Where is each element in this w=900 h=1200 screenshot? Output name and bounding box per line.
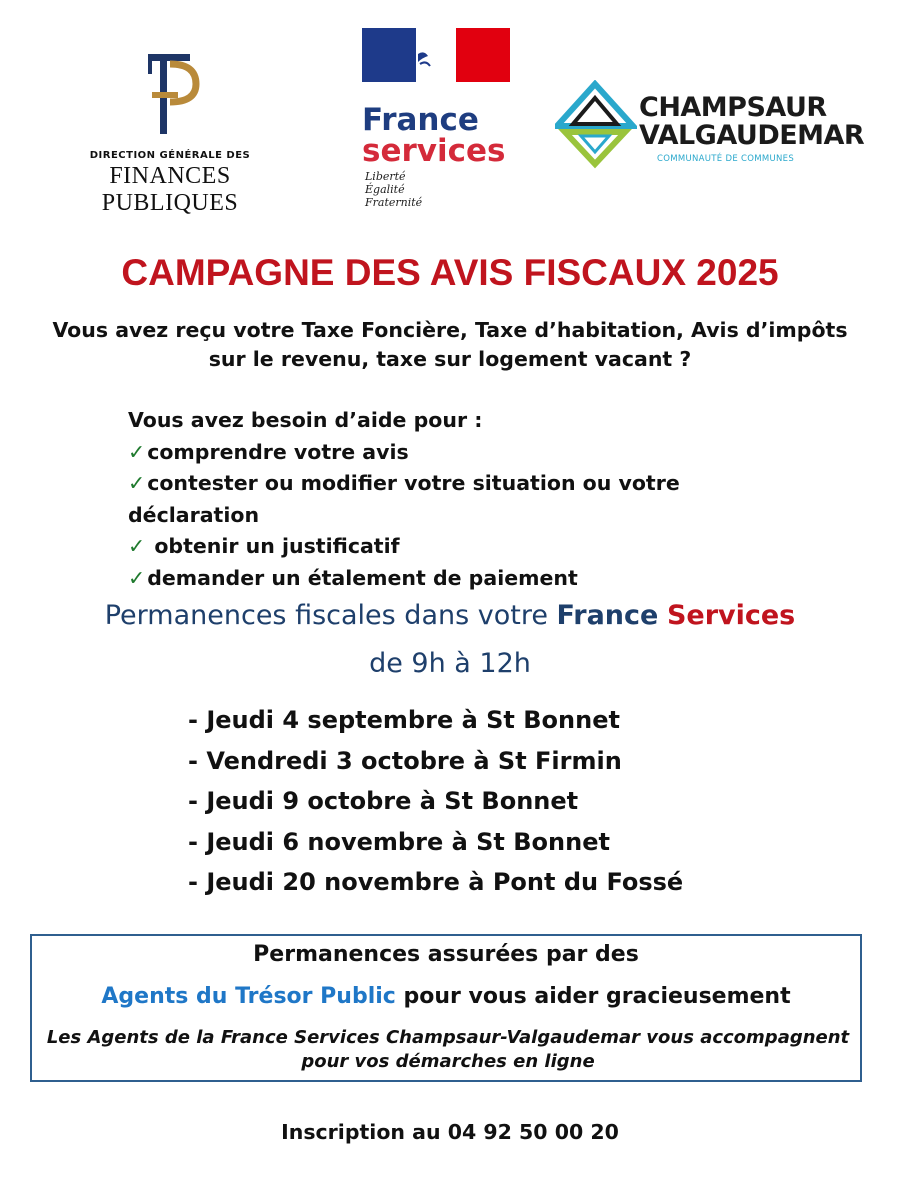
date-item: - Vendredi 3 octobre à St Firmin (188, 746, 622, 775)
inscription-phone: Inscription au 04 92 50 00 20 (281, 1120, 619, 1144)
help-item-text: obtenir un justificatif (147, 534, 400, 558)
communaute-tagline: COMMUNAUTÉ DE COMMUNES (657, 154, 795, 164)
help-item-text: contester ou modifier votre situation ou votre déclaration (128, 471, 680, 527)
france-services-word2: services (362, 133, 506, 169)
date-item: - Jeudi 20 novembre à Pont du Fossé (188, 868, 684, 896)
info-box-line1: Permanences assurées par des (253, 942, 639, 967)
dgfip-line1: DIRECTION GÉNÉRALE DES (89, 150, 251, 161)
champsaur-word: CHAMPSAUR (639, 92, 827, 123)
check-icon: ✓ (128, 565, 146, 590)
info-box-line3: Les Agents de la France Services Champsaur-Valgaudemar vous accompagnent pour vos démarches en ligne (46, 1027, 850, 1072)
marianne-flag-icon (362, 28, 510, 82)
mountain-triangle-icon (555, 80, 637, 170)
check-icon: ✓ (128, 534, 146, 558)
info-box-line2-rest: pour vous aider gracieusement (395, 984, 791, 1009)
help-item (128, 531, 768, 563)
info-box-line2 (32, 984, 860, 1009)
help-section (128, 405, 768, 594)
date-item: - Jeudi 6 novembre à St Bonnet (188, 827, 610, 856)
permanences-hours: de 9h à 12h (369, 648, 531, 679)
republic-motto (365, 170, 422, 209)
info-box (30, 934, 862, 1082)
dgfip-line2: FINANCES PUBLIQUES (101, 163, 239, 216)
valgaudemar-word: VALGAUDEMAR (639, 120, 865, 151)
check-icon: ✓ (128, 439, 146, 464)
dates-list (188, 700, 828, 903)
help-item (128, 563, 768, 595)
permanences-heading (0, 600, 900, 631)
dgfip-logo (40, 50, 300, 216)
france-services-logo (350, 22, 530, 212)
help-item (128, 468, 768, 531)
motto-liberte: Liberté (365, 170, 406, 183)
tresor-public-agents: Agents du Trésor Public (101, 984, 396, 1009)
motto-egalite: Égalité (365, 183, 405, 196)
intro-question: Vous avez reçu votre Taxe Foncière, Taxe d’habitation, Avis d’impôts sur le revenu, taxe sur logement vacant ? (52, 318, 848, 371)
help-heading: Vous avez besoin d’aide pour : (128, 408, 483, 432)
date-item: - Jeudi 9 octobre à St Bonnet (188, 787, 579, 815)
motto-fraternite: Fraternité (365, 196, 423, 209)
page-title: CAMPAGNE DES AVIS FISCAUX 2025 (121, 252, 779, 293)
dgfip-emblem-icon (130, 50, 210, 140)
france-services-word1: France (362, 102, 479, 138)
champsaur-valgaudemar-logo (555, 80, 865, 180)
check-icon: ✓ (128, 471, 146, 495)
date-item: - Jeudi 4 septembre à St Bonnet (188, 706, 620, 734)
brand-services: Services (666, 600, 796, 631)
brand-france: France (556, 600, 659, 631)
permanences-prefix: Permanences fiscales dans votre (104, 600, 557, 631)
help-item (128, 437, 768, 469)
help-item-text: comprendre votre avis (147, 439, 409, 464)
help-item-text: demander un étalement de paiement (147, 565, 578, 590)
